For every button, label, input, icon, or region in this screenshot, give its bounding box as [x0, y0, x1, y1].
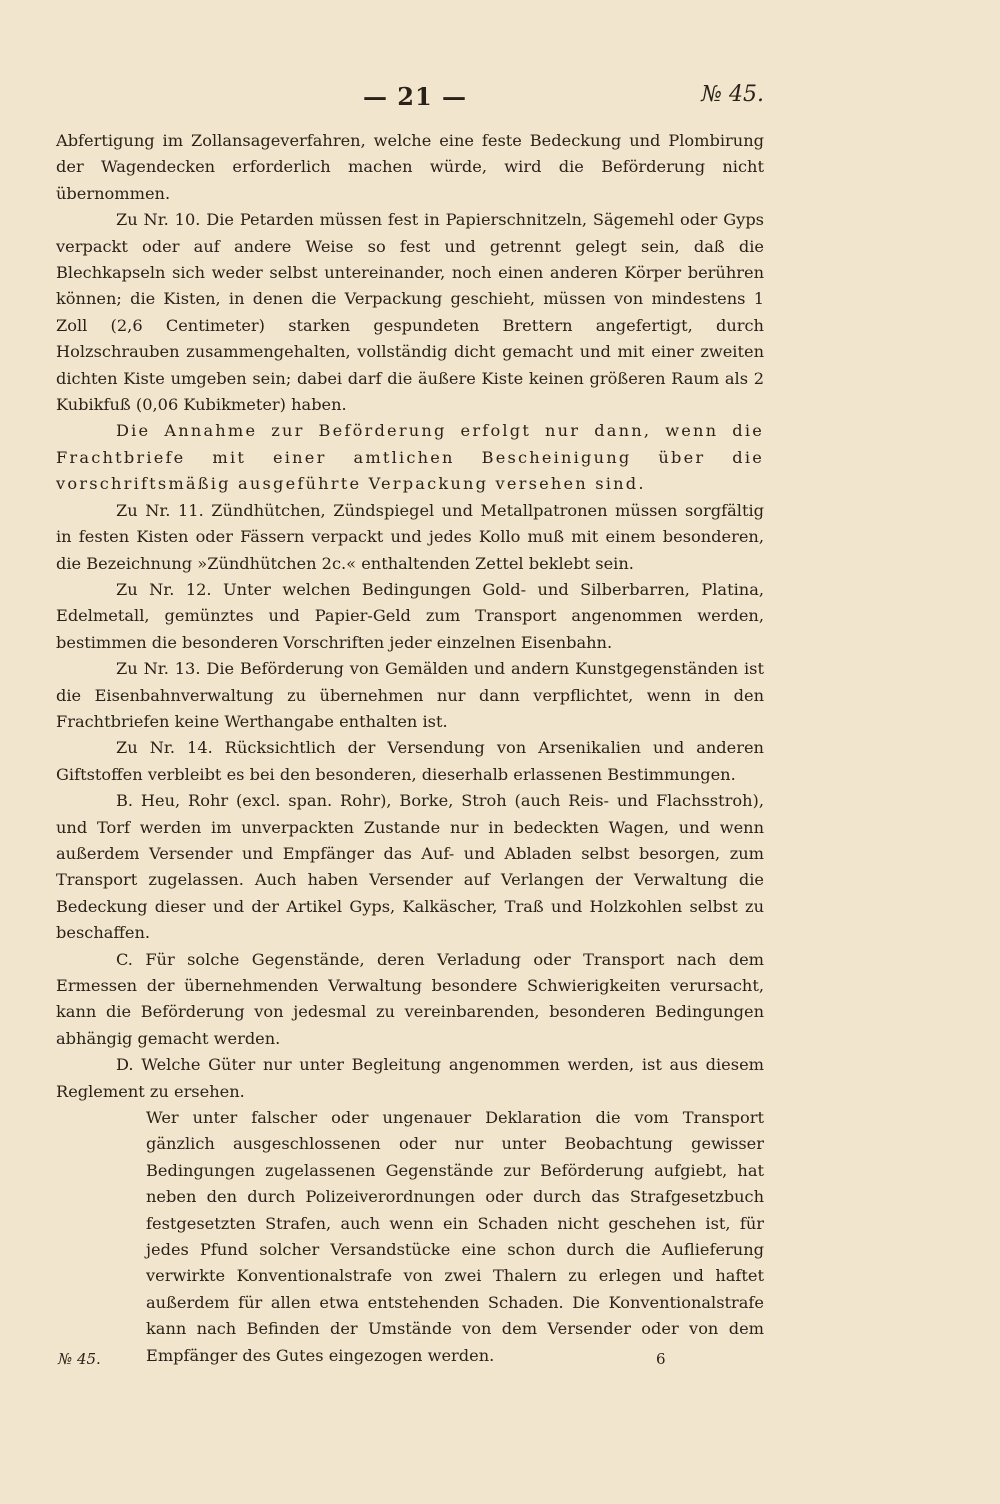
paragraph-nr-13: Zu Nr. 13. Die Beförderung von Gemälden und andern Kunstgegenständen ist die Eisenbahnverwaltung zu übernehmen nur dann verpflichtet, wenn in den Frachtbriefen keine Werthangabe enthalten ist.: [56, 659, 764, 731]
paragraph-continuation: Abfertigung im Zollansageverfahren, welche eine feste Bedeckung und Plombirung der Wagendecken erforderlich machen würde, wird die Beförderung nicht übernommen.: [56, 131, 764, 203]
paragraph-nr-10: Zu Nr. 10. Die Petarden müssen fest in Papierschnitzeln, Sägemehl oder Gyps verpackt oder auf andere Weise so fest und getrennt gelegt sein, daß die Blechkapseln sich weder selbst untereinander, noch einen anderen Körper berühren können; die Kisten, in denen die Verpackung geschieht, müssen von mindestens 1 Zoll (2,6 Centimeter) starken gespundeten Brettern angefertigt, durch Holzschrauben zusammengehalten, vollständig dicht gemacht und mit einer zweiten dichten Kiste umgeben sein; dabei darf die äußere Kiste keinen größeren Raum als 2 Kubikfuß (0,06 Kubikmeter) haben.: [56, 210, 764, 415]
footer-issue-number: № 45.: [58, 1350, 101, 1368]
paragraph-nr-11: Zu Nr. 11. Zündhütchen, Zündspiegel und Metallpatronen müssen sorgfältig in festen Kisten oder Fässern verpackt und jedes Kollo muß mit einem besonderen, die Bezeichnung »Zündhütchen 2c.« enthaltenden Zettel beklebt sein.: [56, 500, 764, 573]
paragraph-penalty: Wer unter falscher oder ungenauer Deklaration die vom Transport gänzlich ausgeschlossenen oder nur unter Beobachtung gewisser Bedingungen zugelassenen Gegenstände zur Beförderung aufgiebt, hat neben den durch Polizeiverordnungen oder durch das Strafgesetzbuch festgesetzten Strafen, auch wenn ein Schaden nicht geschehen ist, für jedes Pfund solcher Versandstücke eine schon durch die Auflieferung verwirkte Konventionalstrafe von zwei Thalern zu erlegen und haftet außerdem für allen etwa entstehenden Schaden. Die Konventionalstrafe kann nach Befinden der Umstände von dem Versender oder von dem Empfänger des Gutes eingezogen werden.: [146, 1108, 764, 1365]
paragraph-acceptance-condition: Die Annahme zur Beförderung erfolgt nur dann, wenn die Frachtbriefe mit einer amtlichen Bescheinigung über die vorschriftsmäßig ausgeführte Verpackung versehen sind.: [56, 421, 764, 494]
paragraph-d: D. Welche Güter nur unter Begleitung angenommen werden, ist aus diesem Reglement zu ersehen.: [56, 1055, 764, 1101]
document-body: [56, 128, 764, 1369]
paragraph-nr-14: Zu Nr. 14. Rücksichtlich der Versendung von Arsenikalien und anderen Giftstoffen verbleibt es bei den besonderen, dieserhalb erlassenen Bestimmungen.: [56, 738, 764, 784]
paragraph-c: C. Für solche Gegenstände, deren Verladung oder Transport nach dem Ermessen der übernehmenden Verwaltung besondere Schwierigkeiten verursacht, kann die Beförderung von jedesmal zu vereinbarenden, besonderen Bedingungen abhängig gemacht werden.: [56, 949, 764, 1048]
issue-number: № 45.: [701, 82, 764, 107]
page-header: [0, 82, 1000, 112]
page-number: — 21 —: [362, 82, 468, 111]
paragraph-b: B. Heu, Rohr (excl. span. Rohr), Borke, Stroh (auch Reis- und Flachsstroh), und Torf werden im unverpackten Zustande nur in bedeckten Wagen, und wenn außerdem Versender und Empfänger das Auf- und Abladen selbst besorgen, zum Transport zugelassen. Auch haben Versender auf Verlangen der Verwaltung die Bedeckung dieser und der Artikel Gyps, Kalkäscher, Traß und Holzkohlen selbst zu beschaffen.: [56, 791, 764, 943]
paragraph-nr-12: Zu Nr. 12. Unter welchen Bedingungen Gold- und Silberbarren, Platina, Edelmetall, gemünztes und Papier-Geld zum Transport angenommen werden, bestimmen die besonderen Vorschriften jeder einzelnen Eisenbahn.: [56, 579, 764, 652]
footer-sheet-number: 6: [656, 1350, 666, 1368]
